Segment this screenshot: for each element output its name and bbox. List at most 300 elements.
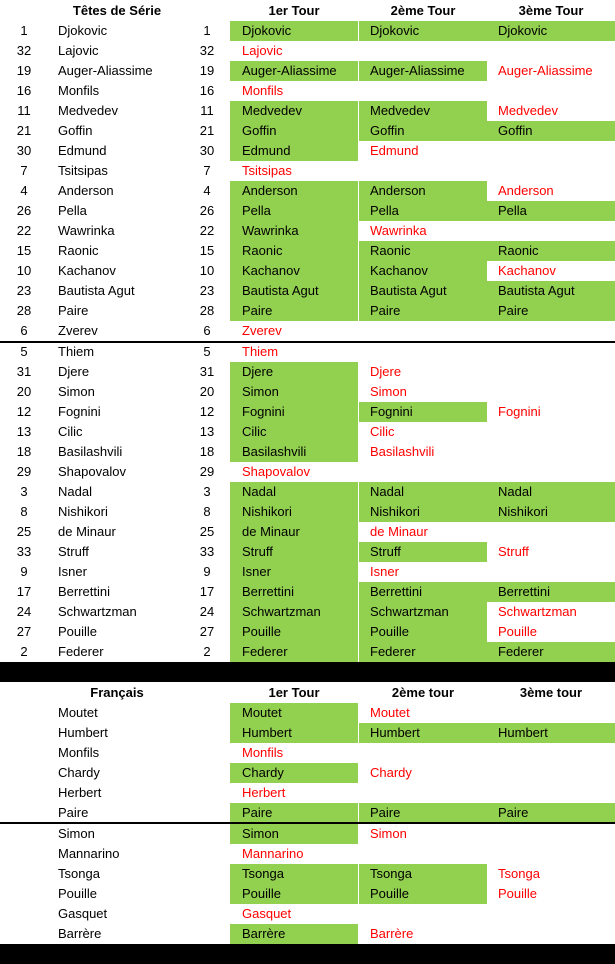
round-1-cell: Federer bbox=[230, 642, 358, 662]
round-2-cell: Nishikori bbox=[359, 502, 487, 522]
bottom-band bbox=[0, 944, 615, 964]
round-2-cell: Wawrinka bbox=[370, 223, 427, 238]
seed-cell: 17 bbox=[16, 584, 32, 599]
player-name-cell: Nishikori bbox=[58, 504, 108, 519]
seed-cell bbox=[0, 763, 48, 783]
round-1-cell: Chardy bbox=[230, 763, 358, 783]
table-row bbox=[0, 763, 615, 783]
table-row bbox=[0, 582, 615, 602]
player-name-cell: Monfils bbox=[58, 83, 100, 98]
player-name-cell: Paire bbox=[58, 805, 89, 820]
french-title: Français bbox=[90, 685, 144, 700]
round-1-cell: Lajovic bbox=[242, 43, 283, 58]
round-2-cell: Simon bbox=[370, 384, 407, 399]
player-name-cell: Tsonga bbox=[58, 866, 100, 881]
table-row bbox=[0, 703, 615, 723]
french-separator bbox=[0, 822, 615, 824]
round-2-cell: Moutet bbox=[370, 705, 410, 720]
round-1-cell: Fognini bbox=[230, 402, 358, 422]
table-row bbox=[0, 342, 615, 362]
round-1-cell: Humbert bbox=[230, 723, 358, 743]
seed-repeat-cell: 33 bbox=[199, 544, 215, 559]
seed-repeat-cell: 9 bbox=[203, 564, 211, 579]
round-1-cell: Paire bbox=[230, 803, 358, 823]
round-1-cell: Edmund bbox=[230, 141, 358, 161]
round-3-cell bbox=[487, 342, 615, 362]
table-row bbox=[0, 803, 615, 823]
round-1-cell: Medvedev bbox=[230, 101, 358, 121]
player-name-cell: Federer bbox=[58, 644, 104, 659]
player-name-cell: Schwartzman bbox=[58, 604, 137, 619]
round-2-cell bbox=[359, 904, 487, 924]
round-2-cell: Schwartzman bbox=[359, 602, 487, 622]
seed-cell bbox=[0, 904, 48, 924]
table-row bbox=[0, 422, 615, 442]
player-name-cell: Mannarino bbox=[58, 846, 120, 861]
player-name-cell: Herbert bbox=[58, 785, 102, 800]
player-name-cell: Cilic bbox=[58, 424, 83, 439]
player-name-cell: Monfils bbox=[58, 745, 100, 760]
round-3-cell bbox=[487, 161, 615, 181]
player-name-cell: de Minaur bbox=[58, 524, 116, 539]
seeds-header-row bbox=[0, 1, 615, 21]
seed-cell: 9 bbox=[20, 564, 28, 579]
round-2-cell bbox=[359, 41, 487, 61]
seed-cell: 4 bbox=[20, 183, 28, 198]
seed-cell: 11 bbox=[17, 103, 31, 118]
round-2-cell: Cilic bbox=[370, 424, 395, 439]
table-row bbox=[0, 542, 615, 562]
round-2-cell bbox=[359, 161, 487, 181]
seed-cell: 28 bbox=[16, 303, 32, 318]
round-3-cell: Struff bbox=[498, 544, 529, 559]
round-1-cell: Shapovalov bbox=[242, 464, 310, 479]
seed-cell bbox=[0, 924, 48, 944]
round-3-cell bbox=[487, 221, 615, 241]
round-1-cell: Berrettini bbox=[230, 582, 358, 602]
seed-cell: 8 bbox=[20, 504, 28, 519]
round-1-cell: Paire bbox=[230, 301, 358, 321]
table-row bbox=[0, 301, 615, 321]
player-name-cell: Lajovic bbox=[58, 43, 99, 58]
player-name-cell: Fognini bbox=[58, 404, 101, 419]
table-row bbox=[0, 723, 615, 743]
table-row bbox=[0, 642, 615, 662]
seeds-col-r2: 2ème Tour bbox=[390, 3, 456, 18]
round-1-cell: Monfils bbox=[242, 745, 284, 760]
seed-repeat-cell: 28 bbox=[199, 303, 215, 318]
player-name-cell: Simon bbox=[58, 826, 95, 841]
seed-repeat-cell: 17 bbox=[199, 584, 215, 599]
round-2-cell: de Minaur bbox=[370, 524, 428, 539]
round-1-cell: Djokovic bbox=[230, 21, 358, 41]
player-name-cell: Shapovalov bbox=[58, 464, 126, 479]
round-3-cell: Tsonga bbox=[498, 866, 540, 881]
player-name-cell: Humbert bbox=[58, 725, 108, 740]
round-1-cell: Auger-Aliassime bbox=[230, 61, 358, 81]
table-row bbox=[0, 502, 615, 522]
round-2-cell: Nadal bbox=[359, 482, 487, 502]
round-3-cell bbox=[487, 321, 615, 341]
seed-repeat-cell: 10 bbox=[199, 263, 215, 278]
round-2-cell bbox=[359, 342, 487, 362]
seed-repeat-cell: 2 bbox=[203, 644, 211, 659]
seed-cell: 10 bbox=[16, 263, 32, 278]
table-row bbox=[0, 41, 615, 61]
round-1-cell: Simon bbox=[230, 824, 358, 844]
round-3-cell bbox=[487, 422, 615, 442]
seed-repeat-cell: 12 bbox=[199, 404, 215, 419]
round-3-cell: Federer bbox=[487, 642, 615, 662]
player-name-cell: Simon bbox=[58, 384, 95, 399]
round-2-cell: Paire bbox=[359, 803, 487, 823]
seed-repeat-cell: 8 bbox=[203, 504, 211, 519]
round-1-cell: Kachanov bbox=[230, 261, 358, 281]
table-row bbox=[0, 783, 615, 803]
seed-repeat-cell: 15 bbox=[199, 243, 215, 258]
round-1-cell: Moutet bbox=[230, 703, 358, 723]
seed-repeat-cell: 3 bbox=[203, 484, 211, 499]
seed-cell: 32 bbox=[16, 43, 32, 58]
round-3-cell: Schwartzman bbox=[498, 604, 577, 619]
table-row bbox=[0, 884, 615, 904]
round-1-cell: Barrère bbox=[230, 924, 358, 944]
seed-cell: 29 bbox=[16, 464, 32, 479]
round-1-cell: Mannarino bbox=[242, 846, 304, 861]
round-2-cell: Edmund bbox=[370, 143, 419, 158]
player-name-cell: Auger-Aliassime bbox=[58, 63, 153, 78]
player-name-cell: Wawrinka bbox=[58, 223, 115, 238]
round-2-cell: Struff bbox=[359, 542, 487, 562]
round-1-cell: Bautista Agut bbox=[230, 281, 358, 301]
table-row bbox=[0, 382, 615, 402]
table-row bbox=[0, 402, 615, 422]
seeds-half-separator bbox=[0, 341, 615, 343]
seed-repeat-cell: 1 bbox=[203, 23, 211, 38]
seed-cell bbox=[0, 844, 48, 864]
seed-cell: 1 bbox=[20, 23, 28, 38]
round-3-cell bbox=[487, 783, 615, 803]
seed-repeat-cell: 27 bbox=[199, 624, 215, 639]
table-row bbox=[0, 522, 615, 542]
seed-cell bbox=[0, 783, 48, 803]
round-2-cell: Berrettini bbox=[359, 582, 487, 602]
round-1-cell: Zverev bbox=[242, 323, 282, 338]
player-name-cell: Moutet bbox=[58, 705, 98, 720]
seed-cell: 26 bbox=[16, 203, 32, 218]
seed-cell: 23 bbox=[16, 283, 32, 298]
round-2-cell: Raonic bbox=[359, 241, 487, 261]
player-name-cell: Struff bbox=[58, 544, 89, 559]
round-3-cell: Pella bbox=[487, 201, 615, 221]
round-3-cell: Raonic bbox=[487, 241, 615, 261]
seed-cell: 5 bbox=[20, 344, 28, 359]
round-3-cell: Djokovic bbox=[487, 21, 615, 41]
player-name-cell: Berrettini bbox=[58, 584, 111, 599]
table-row bbox=[0, 201, 615, 221]
seed-cell: 25 bbox=[16, 524, 32, 539]
round-1-cell: Struff bbox=[230, 542, 358, 562]
table-row bbox=[0, 221, 615, 241]
round-3-cell: Auger-Aliassime bbox=[498, 63, 593, 78]
seed-cell: 22 bbox=[16, 223, 32, 238]
seed-repeat-cell: 22 bbox=[199, 223, 215, 238]
round-3-cell bbox=[487, 382, 615, 402]
seed-cell bbox=[0, 803, 48, 823]
seed-repeat-cell: 18 bbox=[199, 444, 215, 459]
seed-cell: 30 bbox=[16, 143, 32, 158]
table-row bbox=[0, 362, 615, 382]
table-row bbox=[0, 161, 615, 181]
seed-cell: 16 bbox=[16, 83, 32, 98]
table-row bbox=[0, 824, 615, 844]
round-1-cell: Simon bbox=[230, 382, 358, 402]
seed-cell bbox=[0, 884, 48, 904]
round-2-cell bbox=[359, 844, 487, 864]
round-3-cell bbox=[487, 703, 615, 723]
table-row bbox=[0, 562, 615, 582]
round-3-cell: Pouille bbox=[498, 886, 538, 901]
table-row bbox=[0, 924, 615, 944]
round-1-cell: Pouille bbox=[230, 622, 358, 642]
player-name-cell: Edmund bbox=[58, 143, 107, 158]
round-1-cell: Thiem bbox=[242, 344, 279, 359]
seed-cell: 20 bbox=[16, 384, 32, 399]
round-3-cell bbox=[487, 743, 615, 763]
seed-cell: 13 bbox=[16, 424, 32, 439]
table-row bbox=[0, 181, 615, 201]
round-2-cell: Djere bbox=[370, 364, 402, 379]
round-3-cell bbox=[487, 81, 615, 101]
seeds-col-r1: 1er Tour bbox=[268, 3, 320, 18]
round-3-cell: Nadal bbox=[487, 482, 615, 502]
round-3-cell: Paire bbox=[487, 803, 615, 823]
table-row bbox=[0, 904, 615, 924]
round-1-cell: Isner bbox=[230, 562, 358, 582]
player-name-cell: Tsitsipas bbox=[58, 163, 108, 178]
round-3-cell bbox=[487, 41, 615, 61]
round-1-cell: Schwartzman bbox=[230, 602, 358, 622]
seed-cell: 24 bbox=[16, 604, 32, 619]
seed-cell: 2 bbox=[20, 644, 28, 659]
round-2-cell: Pouille bbox=[359, 884, 487, 904]
seed-cell: 15 bbox=[16, 243, 32, 258]
table-row bbox=[0, 141, 615, 161]
round-2-cell: Pella bbox=[359, 201, 487, 221]
player-name-cell: Basilashvili bbox=[58, 444, 123, 459]
round-2-cell: Paire bbox=[359, 301, 487, 321]
round-3-cell: Nishikori bbox=[487, 502, 615, 522]
player-name-cell: Paire bbox=[58, 303, 89, 318]
round-2-cell: Auger-Aliassime bbox=[359, 61, 487, 81]
round-1-cell: Monfils bbox=[242, 83, 284, 98]
round-2-cell: Tsonga bbox=[359, 864, 487, 884]
round-1-cell: Nadal bbox=[230, 482, 358, 502]
player-name-cell: Bautista Agut bbox=[58, 283, 135, 298]
seed-repeat-cell: 21 bbox=[199, 123, 215, 138]
round-2-cell bbox=[359, 783, 487, 803]
table-row bbox=[0, 21, 615, 41]
table-row bbox=[0, 442, 615, 462]
round-3-cell bbox=[487, 462, 615, 482]
table-row bbox=[0, 743, 615, 763]
player-name-cell: Thiem bbox=[58, 344, 95, 359]
table-row bbox=[0, 602, 615, 622]
seed-repeat-cell: 20 bbox=[199, 384, 215, 399]
round-2-cell: Chardy bbox=[370, 765, 412, 780]
seed-repeat-cell: 11 bbox=[200, 103, 214, 118]
player-name-cell: Djokovic bbox=[58, 23, 108, 38]
seed-repeat-cell: 5 bbox=[203, 344, 211, 359]
round-2-cell: Fognini bbox=[359, 402, 487, 422]
round-1-cell: Wawrinka bbox=[230, 221, 358, 241]
player-name-cell: Kachanov bbox=[58, 263, 116, 278]
round-2-cell: Simon bbox=[370, 826, 407, 841]
seed-repeat-cell: 26 bbox=[199, 203, 215, 218]
seed-cell: 31 bbox=[16, 364, 32, 379]
round-2-cell bbox=[359, 321, 487, 341]
table-row bbox=[0, 844, 615, 864]
player-name-cell: Raonic bbox=[58, 243, 99, 258]
round-1-cell: Raonic bbox=[230, 241, 358, 261]
round-3-cell: Kachanov bbox=[498, 263, 556, 278]
round-3-cell bbox=[487, 844, 615, 864]
round-1-cell: Djere bbox=[230, 362, 358, 382]
seed-cell: 7 bbox=[20, 163, 28, 178]
player-name-cell: Zverev bbox=[58, 323, 98, 338]
round-3-cell: Anderson bbox=[498, 183, 554, 198]
round-1-cell: Pella bbox=[230, 201, 358, 221]
player-name-cell: Goffin bbox=[58, 123, 93, 138]
seed-cell bbox=[0, 864, 48, 884]
seed-repeat-cell: 25 bbox=[199, 524, 215, 539]
seed-repeat-cell: 6 bbox=[203, 323, 211, 338]
round-3-cell: Fognini bbox=[498, 404, 541, 419]
seed-cell bbox=[0, 743, 48, 763]
round-2-cell bbox=[359, 743, 487, 763]
section-divider-band bbox=[0, 662, 615, 682]
table-row bbox=[0, 482, 615, 502]
seed-repeat-cell: 7 bbox=[203, 163, 211, 178]
player-name-cell: Isner bbox=[58, 564, 87, 579]
round-3-cell: Medvedev bbox=[498, 103, 558, 118]
round-3-cell bbox=[487, 522, 615, 542]
seed-repeat-cell: 32 bbox=[199, 43, 215, 58]
round-1-cell: Herbert bbox=[242, 785, 286, 800]
seeds-title: Têtes de Série bbox=[72, 3, 162, 18]
round-3-cell bbox=[487, 562, 615, 582]
player-name-cell: Djere bbox=[58, 364, 90, 379]
seed-cell bbox=[0, 703, 48, 723]
seed-cell bbox=[0, 824, 48, 844]
round-2-cell: Barrère bbox=[370, 926, 414, 941]
player-name-cell: Pella bbox=[58, 203, 87, 218]
table-row bbox=[0, 321, 615, 341]
round-2-cell bbox=[359, 81, 487, 101]
player-name-cell: Pouille bbox=[58, 886, 98, 901]
round-2-cell: Pouille bbox=[359, 622, 487, 642]
round-2-cell: Djokovic bbox=[359, 21, 487, 41]
round-1-cell: Goffin bbox=[230, 121, 358, 141]
seed-cell: 12 bbox=[16, 404, 32, 419]
table-row bbox=[0, 61, 615, 81]
seed-cell: 6 bbox=[20, 323, 28, 338]
seed-cell: 3 bbox=[20, 484, 28, 499]
seed-repeat-cell: 23 bbox=[199, 283, 215, 298]
seed-repeat-cell: 16 bbox=[199, 83, 215, 98]
player-name-cell: Nadal bbox=[58, 484, 92, 499]
player-name-cell: Barrère bbox=[58, 926, 102, 941]
french-col-r1: 1er Tour bbox=[268, 685, 320, 700]
table-row bbox=[0, 864, 615, 884]
player-name-cell: Anderson bbox=[58, 183, 114, 198]
round-1-cell: Gasquet bbox=[242, 906, 292, 921]
round-3-cell: Goffin bbox=[487, 121, 615, 141]
seed-cell: 33 bbox=[16, 544, 32, 559]
french-header-row bbox=[0, 683, 615, 703]
round-1-cell: Anderson bbox=[230, 181, 358, 201]
table-row bbox=[0, 121, 615, 141]
round-3-cell: Pouille bbox=[498, 624, 538, 639]
table-row bbox=[0, 622, 615, 642]
seed-repeat-cell: 4 bbox=[203, 183, 211, 198]
seed-repeat-cell: 29 bbox=[199, 464, 215, 479]
round-1-cell: Nishikori bbox=[230, 502, 358, 522]
seed-cell: 27 bbox=[16, 624, 32, 639]
table-row bbox=[0, 261, 615, 281]
round-3-cell bbox=[487, 924, 615, 944]
round-2-cell: Goffin bbox=[359, 121, 487, 141]
round-1-cell: Tsitsipas bbox=[242, 163, 292, 178]
player-name-cell: Pouille bbox=[58, 624, 98, 639]
round-2-cell: Isner bbox=[370, 564, 399, 579]
round-3-cell bbox=[487, 362, 615, 382]
round-1-cell: Basilashvili bbox=[230, 442, 358, 462]
round-2-cell: Basilashvili bbox=[370, 444, 435, 459]
round-1-cell: de Minaur bbox=[230, 522, 358, 542]
player-name-cell: Chardy bbox=[58, 765, 100, 780]
table-row bbox=[0, 101, 615, 121]
round-3-cell bbox=[487, 904, 615, 924]
seed-cell bbox=[0, 723, 48, 743]
seed-repeat-cell: 13 bbox=[199, 424, 215, 439]
round-3-cell: Humbert bbox=[487, 723, 615, 743]
table-row bbox=[0, 281, 615, 301]
round-3-cell bbox=[487, 763, 615, 783]
table-row bbox=[0, 81, 615, 101]
round-3-cell bbox=[487, 141, 615, 161]
seed-cell: 21 bbox=[16, 123, 32, 138]
round-2-cell bbox=[359, 462, 487, 482]
round-3-cell: Bautista Agut bbox=[487, 281, 615, 301]
round-2-cell: Medvedev bbox=[359, 101, 487, 121]
round-1-cell: Tsonga bbox=[230, 864, 358, 884]
round-1-cell: Pouille bbox=[230, 884, 358, 904]
round-2-cell: Anderson bbox=[359, 181, 487, 201]
round-3-cell bbox=[487, 442, 615, 462]
seed-cell: 18 bbox=[16, 444, 32, 459]
seed-repeat-cell: 30 bbox=[199, 143, 215, 158]
french-col-r3: 3ème tour bbox=[519, 685, 583, 700]
round-3-cell: Berrettini bbox=[487, 582, 615, 602]
round-3-cell bbox=[487, 824, 615, 844]
round-2-cell: Kachanov bbox=[359, 261, 487, 281]
player-name-cell: Medvedev bbox=[58, 103, 118, 118]
seeds-col-r3: 3ème Tour bbox=[518, 3, 584, 18]
seed-repeat-cell: 24 bbox=[199, 604, 215, 619]
french-col-r2: 2ème tour bbox=[391, 685, 455, 700]
round-2-cell: Bautista Agut bbox=[359, 281, 487, 301]
